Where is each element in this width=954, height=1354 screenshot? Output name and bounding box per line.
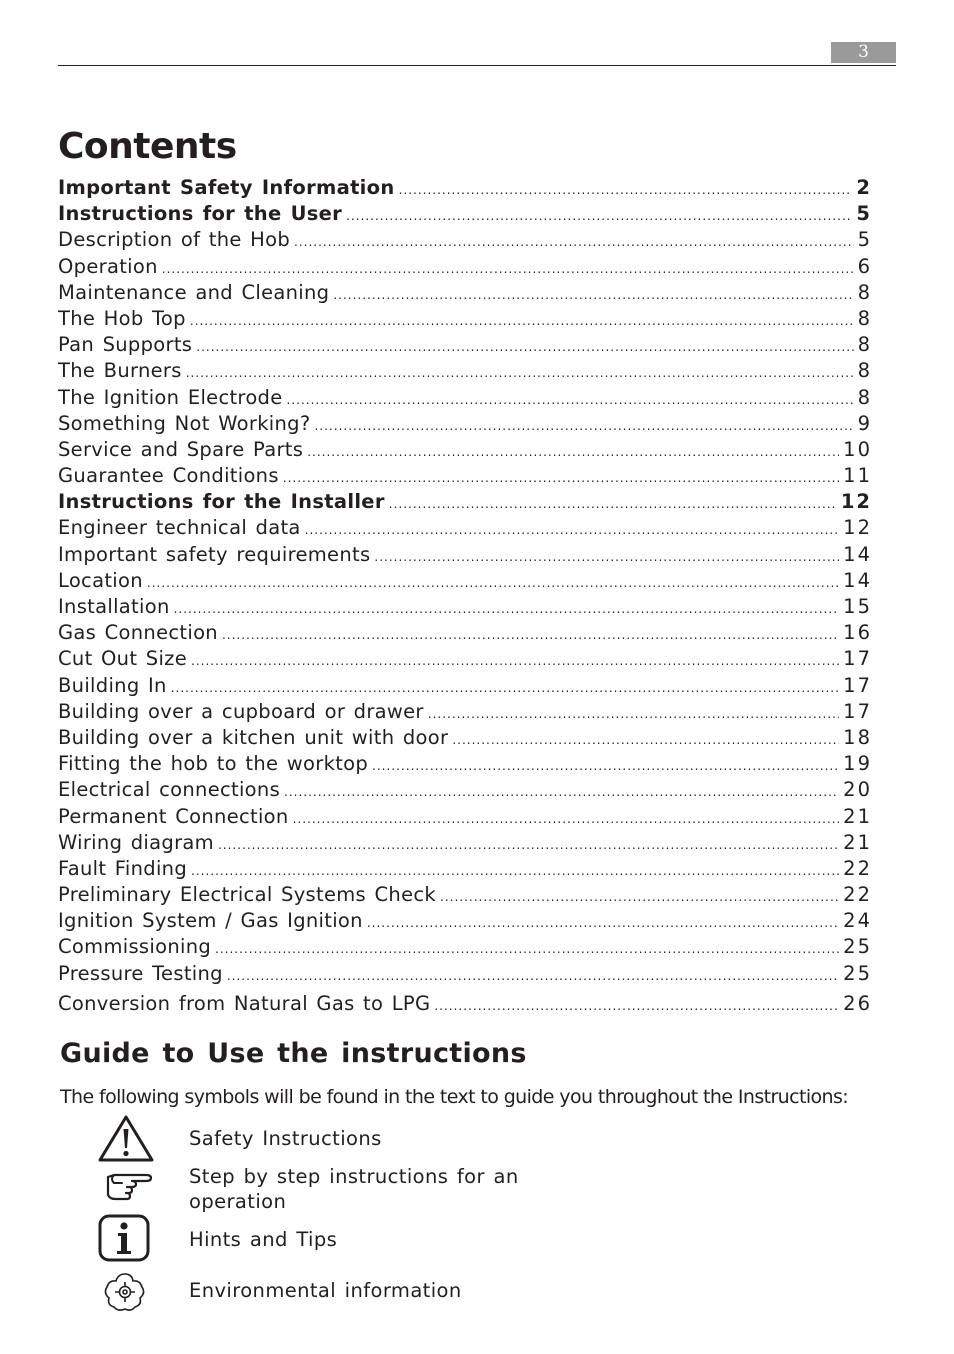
toc-leader-dots: [174, 596, 840, 622]
toc-entry-page: 17: [843, 699, 872, 723]
toc-leader-dots: [389, 491, 837, 517]
toc-entry: [58, 830, 872, 856]
symbol-label-environment: Environmental information: [189, 1279, 462, 1302]
toc-entry-label: Gas Connection: [58, 621, 218, 645]
toc-entry: [58, 515, 872, 541]
toc-entry-page: 10: [843, 437, 872, 461]
toc-leader-dots: [186, 360, 854, 386]
toc-entry-page: 14: [843, 542, 872, 566]
toc-entry: [58, 908, 872, 934]
toc-entry: [58, 934, 872, 960]
toc-entry: [58, 201, 872, 227]
toc-entry-label: Commissioning: [58, 935, 212, 959]
toc-entry-label: Description of the Hob: [58, 228, 291, 252]
toc-entry: [58, 175, 872, 201]
toc-entry-label: Pan Supports: [58, 333, 193, 357]
toc-leader-dots: [307, 439, 839, 465]
toc-entry: [58, 332, 872, 358]
toc-leader-dots: [196, 334, 853, 360]
symbol-label-hints: Hints and Tips: [189, 1228, 338, 1251]
toc-entry-page: 17: [843, 647, 872, 671]
toc-entry-page: 16: [843, 621, 872, 645]
warning-triangle-icon: [96, 1114, 156, 1164]
toc-leader-dots: [218, 832, 839, 858]
toc-entry-label: Pressure Testing: [58, 961, 223, 985]
toc-entry: [58, 699, 872, 725]
toc-entry: [58, 411, 872, 437]
toc-entry-page: 21: [843, 830, 872, 854]
toc-entry-page: 18: [843, 725, 872, 749]
toc-entry-page: 14: [843, 568, 872, 592]
guide-heading: Guide to Use the instructions: [60, 1038, 527, 1069]
toc-entry: [58, 306, 872, 332]
toc-entry-page: 25: [843, 961, 872, 985]
toc-entry: [58, 673, 872, 699]
toc-leader-dots: [162, 256, 854, 282]
toc-leader-dots: [367, 910, 839, 936]
toc-entry-page: 25: [843, 935, 872, 959]
header-rule: [58, 65, 896, 66]
toc-entry: [58, 991, 872, 1017]
toc-entry: [58, 385, 872, 411]
flower-icon: [96, 1270, 156, 1320]
symbol-label-safety: Safety Instructions: [189, 1127, 382, 1150]
toc-entry-label: Cut Out Size: [58, 647, 187, 671]
toc-leader-dots: [147, 570, 839, 596]
toc-entry: [58, 882, 872, 908]
toc-entry-label: Engineer technical data: [58, 516, 301, 540]
toc-entry-label: Installation: [58, 595, 170, 618]
toc-entry: [58, 751, 872, 777]
toc-leader-dots: [283, 465, 839, 491]
toc-entry: [58, 804, 872, 830]
toc-entry-label: Something Not Working?: [58, 411, 311, 435]
toc-entry-label: Important safety requirements: [58, 542, 371, 566]
toc-entry-label: Fault Finding: [58, 856, 188, 880]
toc-leader-dots: [440, 884, 839, 910]
toc-entry: [58, 254, 872, 280]
toc-entry-label: Location: [58, 568, 143, 592]
toc-leader-dots: [191, 648, 839, 674]
toc-leader-dots: [171, 675, 839, 701]
toc-entry: [58, 358, 872, 384]
toc-entry-page: 24: [843, 909, 872, 933]
toc-entry-label: The Hob Top: [58, 306, 186, 330]
toc-leader-dots: [372, 753, 839, 779]
symbol-label-steps: Step by step instructions for an operation: [189, 1165, 519, 1213]
toc-entry-page: 2: [856, 176, 872, 199]
toc-entry: [58, 725, 872, 751]
toc-leader-dots: [333, 282, 853, 308]
toc-leader-dots: [293, 806, 840, 832]
page-title: Contents: [58, 126, 237, 167]
toc-entry-label: Conversion from Natural Gas to LPG: [58, 991, 431, 1015]
toc-leader-dots: [215, 936, 839, 962]
toc-leader-dots: [222, 622, 839, 648]
toc-entry-label: Guarantee Conditions: [58, 464, 279, 488]
page-number: 3: [831, 42, 896, 63]
toc-entry-page: 8: [857, 280, 872, 304]
toc-entry-label: The Burners: [58, 359, 182, 383]
toc-leader-dots: [346, 203, 852, 229]
toc-entry-label: Operation: [58, 254, 158, 278]
toc-entry: [58, 961, 872, 987]
toc-entry-page: 6: [857, 254, 872, 278]
toc-entry-page: 8: [857, 333, 872, 357]
info-icon: [96, 1214, 156, 1264]
pointing-hand-icon: [96, 1165, 156, 1215]
toc-leader-dots: [399, 177, 853, 203]
toc-entry-label: Permanent Connection: [58, 804, 289, 828]
toc-entry-page: 5: [856, 202, 872, 226]
toc-entry-label: Fitting the hob to the worktop: [58, 752, 369, 776]
toc-leader-dots: [287, 387, 854, 413]
toc-leader-dots: [434, 993, 839, 1019]
toc-entry-label: Maintenance and Cleaning: [58, 280, 330, 304]
toc-entry-page: 15: [843, 595, 872, 618]
toc-entry-label: Important Safety Information: [58, 176, 395, 199]
toc-entry-page: 8: [857, 306, 872, 330]
toc-entry: [58, 227, 872, 253]
toc-leader-dots: [294, 229, 854, 255]
toc-entry-label: Wiring diagram: [58, 830, 214, 854]
toc-entry-page: 8: [857, 385, 872, 409]
toc-entry-page: 19: [843, 752, 872, 776]
toc-entry-label: Building over a kitchen unit with door: [58, 725, 449, 749]
toc-entry: [58, 489, 872, 515]
toc-entry-label: Service and Spare Parts: [58, 437, 304, 461]
toc-entry-page: 22: [843, 883, 872, 907]
toc-entry-page: 17: [843, 673, 872, 697]
toc-entry-page: 11: [843, 464, 872, 488]
toc-entry-page: 9: [857, 411, 872, 435]
toc-entry-label: Ignition System / Gas Ignition: [58, 909, 363, 933]
toc-entry: [58, 437, 872, 463]
toc-leader-dots: [191, 858, 839, 884]
toc-leader-dots: [315, 413, 854, 439]
toc-entry: [58, 777, 872, 803]
toc-entry-page: 12: [843, 516, 872, 540]
toc-entry-page: 5: [857, 228, 872, 252]
toc-entry-label: Instructions for the User: [58, 202, 343, 226]
toc-entry-page: 12: [840, 490, 872, 514]
toc-leader-dots: [428, 701, 839, 727]
toc-entry-page: 22: [843, 856, 872, 880]
toc-entry: [58, 542, 872, 568]
toc-entry-label: The Ignition Electrode: [58, 385, 283, 409]
toc-entry-label: Instructions for the Installer: [58, 490, 385, 514]
toc-entry: [58, 594, 872, 620]
toc-entry: [58, 280, 872, 306]
toc-entry-label: Building over a cupboard or drawer: [58, 699, 424, 723]
toc-entry-page: 21: [843, 804, 872, 828]
toc-leader-dots: [374, 544, 839, 570]
toc-entry-label: Electrical connections: [58, 778, 281, 802]
toc-leader-dots: [190, 308, 854, 334]
toc-leader-dots: [305, 517, 840, 543]
toc-entry: [58, 646, 872, 672]
toc-leader-dots: [284, 779, 839, 805]
toc-entry: [58, 463, 872, 489]
toc-entry-label: Building In: [58, 673, 167, 697]
toc-entry: [58, 620, 872, 646]
toc-entry-page: 26: [843, 991, 872, 1015]
toc-entry-page: 20: [843, 778, 872, 802]
table-of-contents: [58, 175, 872, 1017]
toc-entry: [58, 568, 872, 594]
guide-intro: The following symbols will be found in the text to guide you throughout the Instructions:: [60, 1086, 849, 1108]
toc-leader-dots: [227, 963, 839, 989]
toc-entry-page: 8: [857, 359, 872, 383]
toc-entry: [58, 856, 872, 882]
toc-leader-dots: [452, 727, 839, 753]
toc-entry-label: Preliminary Electrical Systems Check: [58, 883, 436, 907]
